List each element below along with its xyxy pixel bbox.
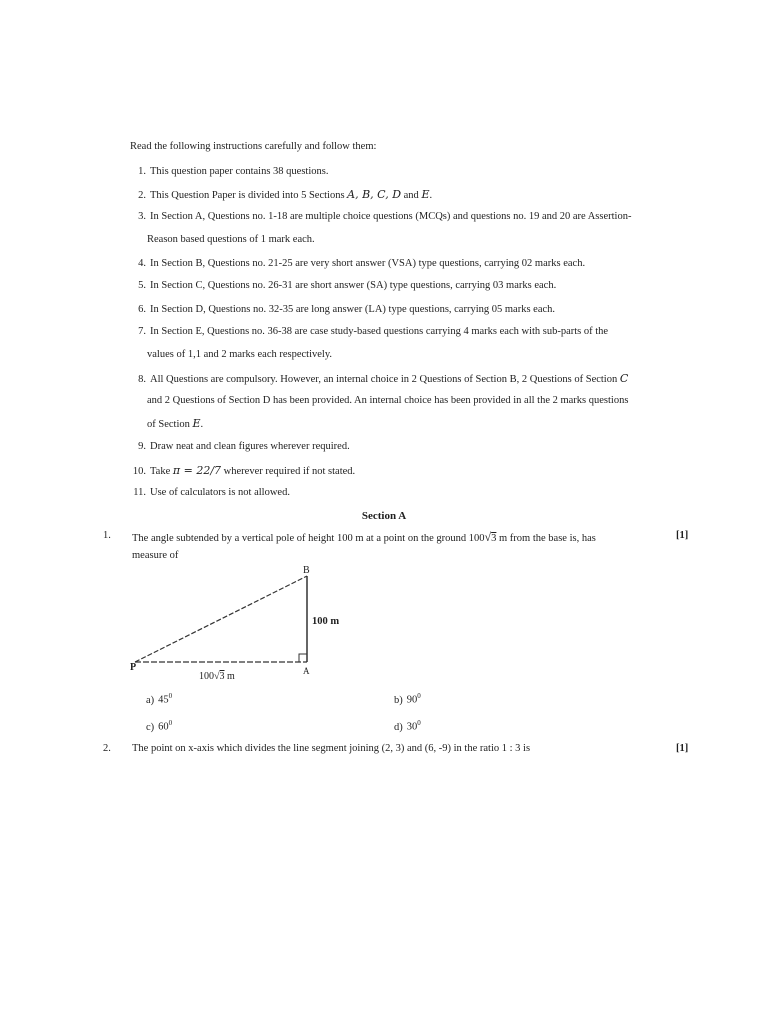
instruction-item: 5. In Section C, Questions no. 26-31 are short answer (SA) type questions, carrying 03 marks each. xyxy=(138,280,557,291)
right-angle-marker xyxy=(299,654,307,662)
instruction-continuation: values of 1,1 and 2 marks each respectively. xyxy=(147,349,333,360)
label-b: B xyxy=(303,565,310,576)
option-a[interactable]: a) $45^0$ xyxy=(146,692,173,706)
hypotenuse-line xyxy=(135,576,307,662)
instruction-item: 7. In Section E, Questions no. 36-38 are case study-based questions carrying 4 marks each with sub-parts of the xyxy=(138,326,609,337)
instruction-continuation: Reason based questions of 1 mark each. xyxy=(147,234,315,245)
option-b[interactable]: b) $90^0$ xyxy=(394,692,421,706)
option-c[interactable]: c) $60^0$ xyxy=(146,719,173,733)
instructions-heading: Read the following instructions carefully and follow them: xyxy=(130,141,377,152)
label-a: A xyxy=(303,666,310,676)
question-text: The point on x-axis which divides the line segment joining (2, 3) and (6, -9) in the ratio 1 : 3 is xyxy=(132,743,531,754)
instruction-item: 2. This Question Paper is divided into 5 Sections A, B, C, D and E. xyxy=(138,188,433,201)
instruction-continuation: and 2 Questions of Section D has been provided. An internal choice has been provided in all the 2 marks questions xyxy=(147,395,629,406)
instruction-continuation: of Section E. xyxy=(147,417,204,430)
question-marks: [1] xyxy=(676,530,689,541)
instruction-item: 4. In Section B, Questions no. 21-25 are very short answer (VSA) type questions, carrying 02 marks each. xyxy=(138,258,586,269)
instruction-item: 3. In Section A, Questions no. 1-18 are multiple choice questions (MCQs) and questions no. 19 and 20 are Assertion- xyxy=(138,211,632,222)
instruction-item: 6. In Section D, Questions no. 32-35 are long answer (LA) type questions, carrying 05 marks each. xyxy=(138,304,556,315)
question-marks: [1] xyxy=(676,743,689,754)
option-d[interactable]: d) $30^0$ xyxy=(394,719,421,733)
height-label: 100 m xyxy=(312,616,340,627)
base-label: 100√3 m xyxy=(199,671,235,682)
question-number: 1. xyxy=(103,530,111,541)
question-number: 2. xyxy=(103,743,111,754)
instruction-item: 8. All Questions are compulsory. However, an internal choice in 2 Questions of Section B, 2 Questions of Section C xyxy=(138,372,629,385)
instruction-item: 9. Draw neat and clean figures wherever required. xyxy=(138,441,350,452)
label-p: P xyxy=(130,662,137,673)
instruction-item: 11. Use of calculators is not allowed. xyxy=(133,487,290,498)
section-title: Section A xyxy=(361,510,407,522)
question-text: The angle subtended by a vertical pole of height 100 m at a point on the ground 100√3 m from the base is, has xyxy=(132,530,596,544)
question-text-continuation: measure of xyxy=(132,550,179,561)
instruction-item: 1. This question paper contains 38 questions. xyxy=(138,166,329,177)
instruction-item: 10. Take π = 22/7 wherever required if not stated. xyxy=(132,464,356,477)
